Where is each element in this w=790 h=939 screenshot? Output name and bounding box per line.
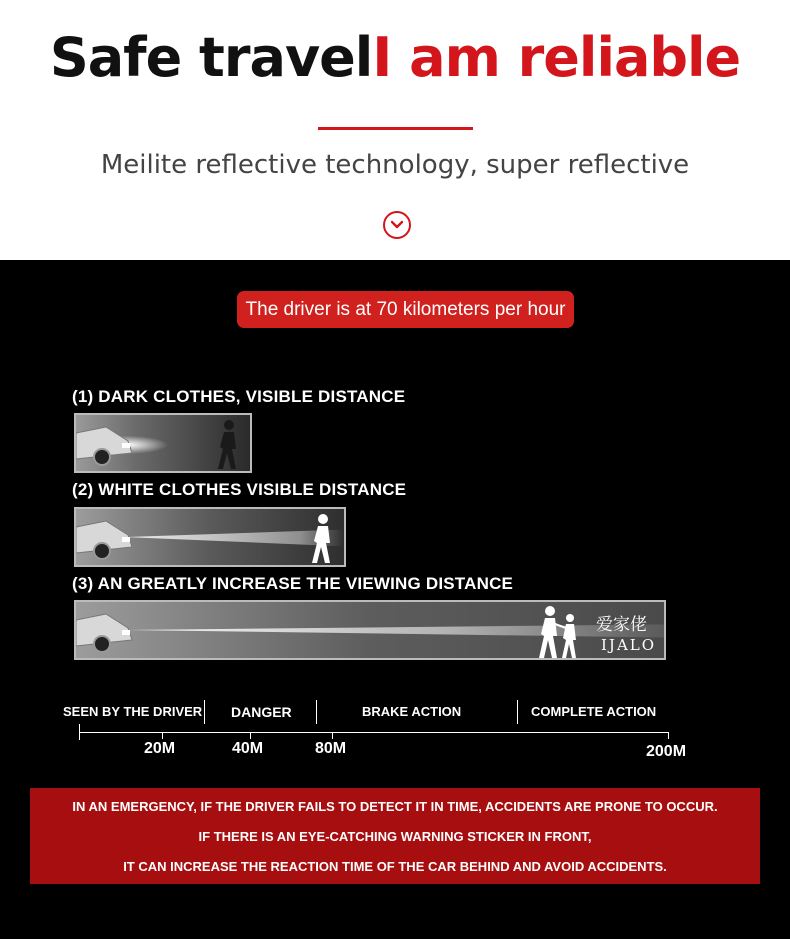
car-icon — [76, 602, 136, 660]
axis-tick — [162, 732, 163, 739]
pedestrian-white-icon — [308, 513, 336, 565]
distance-20m: 20M — [144, 740, 176, 757]
phase-danger-label: DANGER — [231, 704, 292, 720]
divider-line — [318, 127, 473, 130]
phase-brake-label: BRAKE ACTION — [362, 704, 462, 719]
pedestrian-dark-icon — [214, 419, 242, 471]
phase-divider — [204, 700, 205, 724]
phase-complete-label: COMPLETE ACTION — [531, 704, 657, 719]
distance-axis — [79, 732, 669, 733]
phase-divider — [316, 700, 317, 724]
header-section — [0, 0, 790, 260]
axis-tick — [332, 732, 333, 739]
scenario-2-label: (2) WHITE CLOTHES VISIBLE DISTANCE — [72, 480, 407, 499]
warning-line-2: IF THERE IS AN EYE-CATCHING WARNING STICKER IN FRONT, — [198, 829, 592, 844]
distance-200m: 200M — [646, 743, 687, 760]
scenario-1-label: (1) DARK CLOTHES, VISIBLE DISTANCE — [72, 387, 406, 406]
distance-80m: 80M — [315, 740, 347, 757]
scenario-3-label: (3) AN GREATLY INCREASE THE VIEWING DISTANCE — [72, 574, 514, 593]
speed-pill: The driver is at 70 kilometers per hour — [237, 291, 574, 328]
phase-divider — [517, 700, 518, 724]
pedestrian-family-icon — [536, 604, 590, 660]
headline-red: I am reliable — [372, 26, 741, 89]
distance-40m: 40M — [232, 740, 264, 757]
axis-tick — [668, 732, 669, 739]
axis-tick — [79, 724, 80, 740]
watermark-latin: IJALO — [601, 636, 657, 654]
warning-box — [30, 788, 760, 884]
warning-line-3: IT CAN INCREASE THE REACTION TIME OF THE CAR BEHIND AND AVOID ACCIDENTS. — [123, 859, 667, 874]
scenario-2-image — [74, 507, 346, 567]
watermark-chinese: 爱家佬 — [596, 615, 647, 635]
car-icon — [76, 415, 136, 473]
chevron-down-circle-icon[interactable] — [383, 211, 411, 239]
scenario-1-image — [74, 413, 252, 473]
headline-black: Safe travel — [49, 26, 373, 89]
phase-seen-label: SEEN BY THE DRIVER — [63, 704, 203, 719]
scenario-3-image — [74, 600, 666, 660]
subtitle: Meilite reflective technology, super reflective — [100, 150, 690, 180]
axis-tick — [250, 732, 251, 739]
headline — [0, 26, 790, 89]
car-icon — [76, 509, 136, 567]
warning-line-1: IN AN EMERGENCY, IF THE DRIVER FAILS TO DETECT IT IN TIME, ACCIDENTS ARE PRONE TO OCCUR. — [72, 799, 718, 814]
